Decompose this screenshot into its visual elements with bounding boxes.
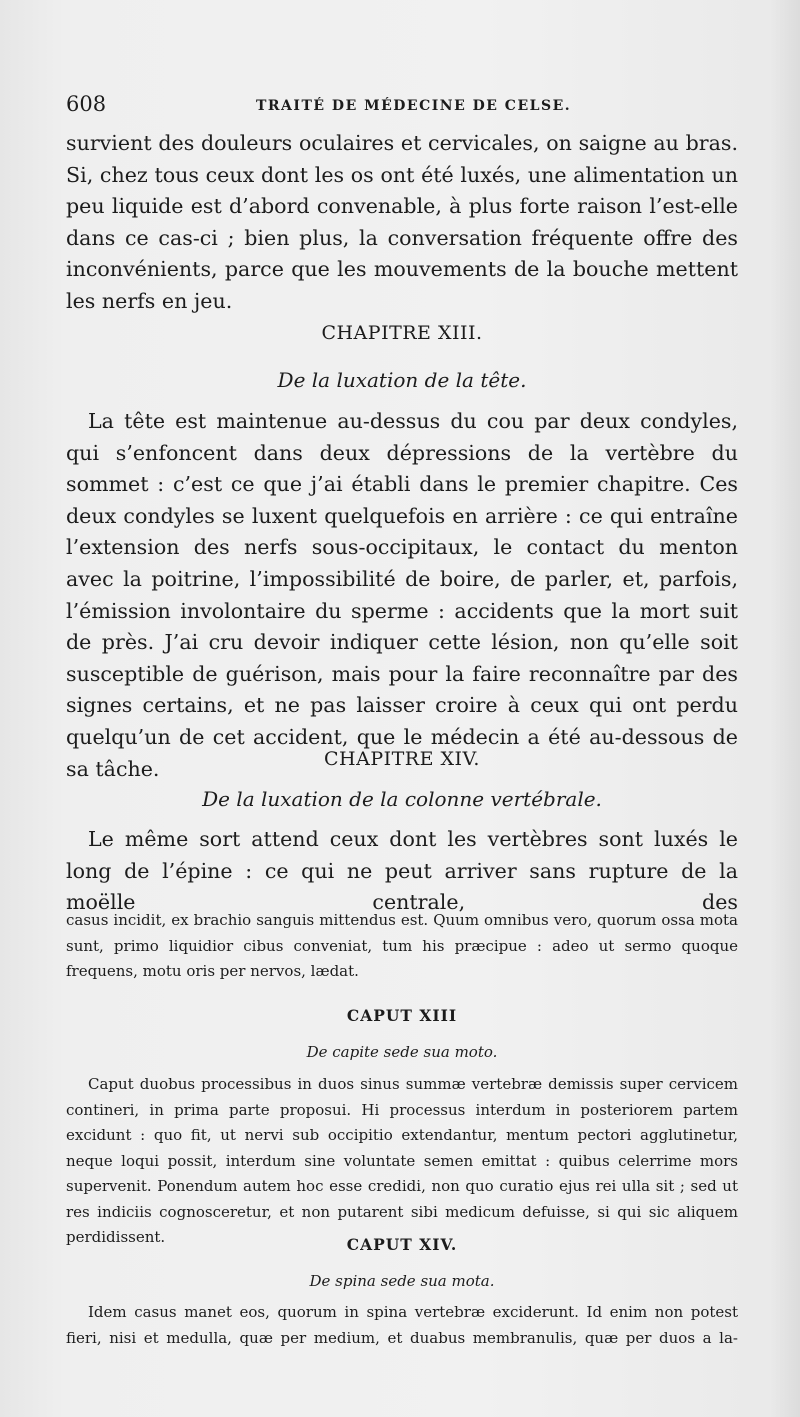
chapter-13-heading: [66, 318, 738, 348]
french-paragraph-1: survient des douleurs oculaires et cervicales, on saigne au bras. Si, chez tous ceux dont les os ont été luxés, une alimentation un peu liquide est d’abord convenable, à plus forte raison l’est-elle dans ce cas-ci ; bien plus, la conversation fréquente offre des inconvénients, parce que les mouvements de la bouche mettent les nerfs en jeu.: [66, 131, 738, 313]
caput-14-subheading: [66, 1267, 738, 1295]
french-paragraph-3: Le même sort attend ceux dont les vertèbres sont luxés le long de l’épine : ce qui ne peut arriver sans rupture de la moëlle centrale, des: [66, 827, 738, 915]
chapter-13-title: CHAPITRE XIII.: [321, 322, 483, 344]
running-title: TRAITÉ DE MÉDECINE DE CELSE.: [256, 98, 572, 114]
caput-14-subtitle: De spina sede sua mota.: [309, 1272, 495, 1290]
page-gutter-shadow: [770, 0, 800, 1417]
caput-13-subtitle: De capite sede sua moto.: [306, 1043, 498, 1061]
chapter-14-heading: [66, 744, 738, 774]
caput-14-title: CAPUT XIV.: [346, 1235, 458, 1254]
page-header: [66, 92, 746, 122]
french-paragraph-3-block: [66, 824, 738, 919]
french-paragraph-2: La tête est maintenue au-dessus du cou par deux condyles, qui s’enfoncent dans deux dépressions de la vertèbre du sommet : c’est ce que j’ai établi dans le premier chapitre. Ces deux condyles se luxent quelquefois en arrière : ce qui entraîne l’extension des nerfs sous-occipitaux, le contact du menton avec la poitrine, l’impossibilité de boire, de parler, et, parfois, l’émission involontaire du sperme : accidents que la mort suit de près. J’ai cru devoir indiquer cette lésion, non qu’elle soit susceptible de guérison, mais pour la faire reconnaître par des signes certains, et ne pas laisser croire à ceux qui ont perdu quelqu’un de cet accident, que le médecin a été au-dessous de sa tâche.: [66, 409, 738, 781]
chapter-13-subheading: [66, 365, 738, 395]
caput-13-subheading: [66, 1038, 738, 1066]
latin-paragraph-1: casus incidit, ex brachio sanguis mittendus est. Quum omnibus vero, quorum ossa mota sunt, primo liquidior cibus conveniat, tum his præcipue : adeo ut sermo quoque frequens, motu oris per nervos, lædat.: [66, 911, 738, 980]
page-number: 608: [66, 92, 107, 116]
latin-paragraph-2: Caput duobus processibus in duos sinus summæ vertebræ demissis super cervicem contineri, in prima parte proposui. Hi processus interdum in posteriorem partem excidunt : quo fit, ut nervi sub occipitio extendantur, mentum pectori agglutinetur, neque loqui possit, interdum sine voluntate semen emittat : quibus celerrime mors supervenit. Ponendum autem hoc esse credidi, non quo curatio ejus rei ulla sit ; sed ut res indiciis cognosceretur, et non putarent sibi medicum defuisse, si qui sic aliquem perdidissent.: [66, 1075, 738, 1246]
caput-14-heading: [66, 1231, 738, 1259]
caput-13-title: CAPUT XIII: [346, 1006, 458, 1025]
french-paragraph-2-block: [66, 406, 738, 785]
chapter-14-subtitle: De la luxation de la colonne vertébrale.: [202, 787, 602, 811]
latin-paragraph-1-block: [66, 908, 738, 985]
latin-paragraph-3: Idem casus manet eos, quorum in spina vertebræ exciderunt. Id enim non potest fieri, nisi et medulla, quæ per medium, et duabus membranulis, quæ per duos a la-: [66, 1303, 738, 1347]
french-paragraph-1-block: [66, 128, 738, 318]
latin-paragraph-2-block: [66, 1072, 738, 1251]
caput-13-heading: [66, 1002, 738, 1030]
chapter-13-subtitle: De la luxation de la tête.: [277, 368, 527, 392]
chapter-14-subheading: [66, 784, 738, 814]
chapter-14-title: CHAPITRE XIV.: [324, 748, 480, 770]
latin-paragraph-3-block: [66, 1300, 738, 1351]
